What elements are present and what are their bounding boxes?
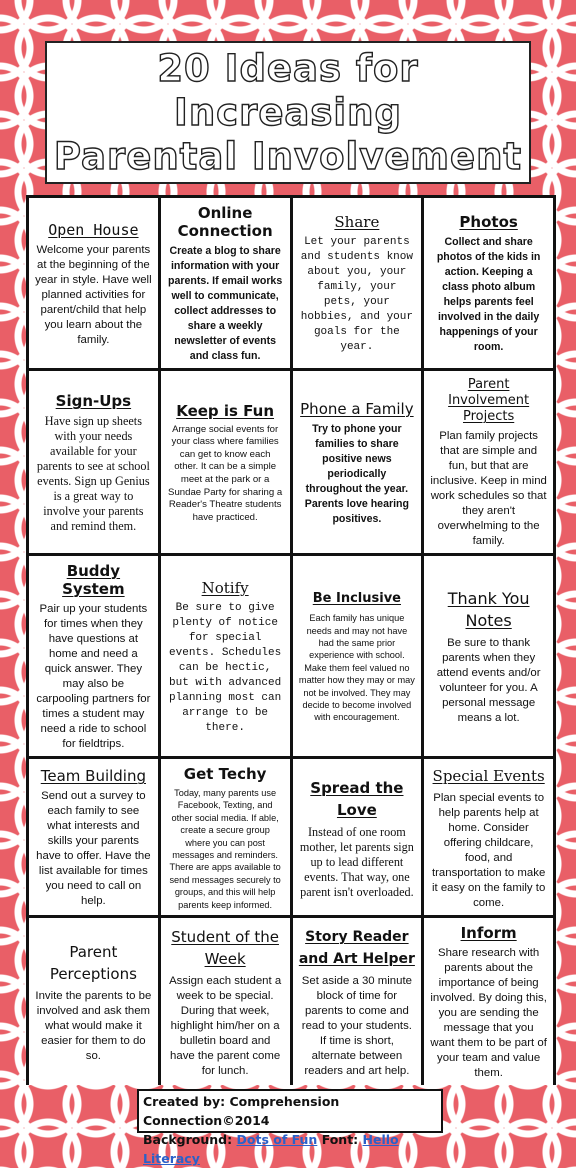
idea-text: Create a blog to share information with your parents. If email works well to communicate, collect addresses to share a weekly newsletter of events and class fun. xyxy=(168,245,283,362)
idea-title: Phone a Family xyxy=(300,399,414,418)
ideas-grid xyxy=(26,195,556,1085)
idea-title: Get Techy xyxy=(183,765,267,783)
title-banner xyxy=(45,41,531,184)
font-label: Font: xyxy=(321,1132,359,1147)
title-line-1: 20 Ideas for xyxy=(157,47,419,90)
idea-title: Notify xyxy=(201,578,249,597)
idea-card-be-inclusive xyxy=(293,556,422,756)
idea-title: Story Reader and Art Helper xyxy=(298,929,415,968)
idea-text: Send out a survey to each family to see what interests and skills your parents have to offer. Have the list available for times you need to call on help. xyxy=(36,790,151,908)
idea-title: Parent Perceptions xyxy=(49,943,137,984)
idea-text: Invite the parents to be involved and ask them what would make it easier for them to do so. xyxy=(35,990,152,1063)
idea-card-spread-the-love xyxy=(293,759,422,915)
idea-title: Keep is Fun xyxy=(176,401,275,420)
created-by-line xyxy=(143,1092,437,1130)
idea-card-parent-perceptions xyxy=(29,918,158,1085)
idea-text: Try to phone your families to share positive news periodically throughout the year. Parents love hearing positives. xyxy=(304,422,409,525)
credits-box xyxy=(137,1089,443,1166)
idea-text: Today, many parents use Facebook, Texting, and other social media. If able, create a secure group where you can post messages and reminders. There are apps available to send messages securely to groups, and this will help parents keep informed. xyxy=(169,788,281,910)
idea-title: Special Events xyxy=(432,767,545,786)
idea-card-phone-a-family xyxy=(293,371,422,553)
title-line-2: Increasing xyxy=(174,91,402,134)
idea-title: Inform xyxy=(460,924,517,943)
idea-card-story-reader xyxy=(293,918,422,1085)
idea-title: Student of the Week xyxy=(171,928,279,969)
idea-text: Instead of one room mother, let parents sign up to lead different events. That way, one parent isn't overloaded. xyxy=(299,824,414,899)
idea-title: Team Building xyxy=(40,767,146,786)
idea-text: Collect and share photos of the kids in action. Keeping a class photo album helps parents feel involved in the daily happenings of your room. xyxy=(436,236,541,353)
idea-text: Arrange social events for your class where families can get to know each other. It can be a simple meet at the park or a Sundae Party for sharing a Reader's Theatre students have practiced. xyxy=(168,423,283,523)
idea-text: Be sure to thank parents when they attend events and/or volunteer for you. A personal message means a lot. xyxy=(436,637,541,724)
idea-text: Each family has unique needs and may not have had the same prior experience with school. Make them feel valued no matter how they may or may not be involved. They may decide to become involved with encouragement. xyxy=(298,613,415,723)
idea-text: Assign each student a week to be special. During that week, highlight him/her on a bulletin board and have the parent come for lunch. xyxy=(169,975,282,1078)
created-by-value: Comprehension Connection©2014 xyxy=(143,1094,340,1128)
font-link[interactable]: Hello Literacy xyxy=(143,1132,399,1166)
created-by-label: Created by: xyxy=(143,1094,226,1109)
idea-title: Buddy System xyxy=(62,562,125,598)
idea-card-sign-ups xyxy=(29,371,158,553)
idea-text: Pair up your students for times when they have questions at home and need a quick answer. They may also be carpooling partners for times a student may need a ride to school for fieldtrips. xyxy=(36,603,151,750)
idea-title: Spread the Love xyxy=(310,778,404,819)
idea-title: Share xyxy=(334,213,380,231)
idea-card-inform xyxy=(424,918,553,1085)
idea-title: Sign-Ups xyxy=(55,392,132,410)
idea-card-keep-is-fun xyxy=(161,371,290,553)
idea-card-thank-you-notes xyxy=(424,556,553,756)
background-font-line xyxy=(143,1130,437,1168)
idea-card-open-house xyxy=(29,198,158,368)
idea-card-photos xyxy=(424,198,553,368)
title-line-3: Parental Involvement xyxy=(53,135,523,178)
idea-title: Open House xyxy=(48,220,139,239)
idea-text: Set aside a 30 minute block of time for parents to come and read to your students. If time is short, alternate between readers and art help. xyxy=(301,975,412,1078)
idea-text: Have sign up sheets with your needs available for your parents to see at school events. Sign up Genius is a great way to involve your parents and remind them. xyxy=(36,414,150,533)
idea-card-online-connection xyxy=(161,198,290,368)
idea-text: Let your parents and students know about you, your family, your pets, your hobbies, and your goals for the year. xyxy=(300,236,413,353)
idea-title: Be Inclusive xyxy=(312,591,401,607)
idea-card-notify xyxy=(161,556,290,756)
idea-text: Plan special events to help parents help at home. Consider offering childcare, food, and transportation to make it easy on the family to come. xyxy=(431,792,546,910)
background-label: Background: xyxy=(143,1132,233,1147)
idea-title: Parent Involvement Projects xyxy=(448,377,530,424)
idea-card-special-events xyxy=(424,759,553,915)
idea-text: Be sure to give plenty of notice for special events. Schedules can be hectic, but with advanced planning most can arrange to be there. xyxy=(169,601,282,734)
idea-card-student-of-the-week xyxy=(161,918,290,1085)
idea-card-get-techy xyxy=(161,759,290,915)
idea-text: Plan family projects that are simple and fun, but that are inclusive. Keep in mind work schedules so that they aren't overwhelming to the family. xyxy=(430,430,547,547)
idea-text: Welcome your parents at the beginning of the year in style. Have well planned activities for parent/child that help you learn about the family. xyxy=(35,243,152,346)
background-link[interactable]: Dots of Fun xyxy=(236,1132,318,1147)
idea-card-buddy-system xyxy=(29,556,158,756)
idea-title: Online Connection xyxy=(177,204,273,240)
idea-card-share xyxy=(293,198,422,368)
idea-title: Photos xyxy=(459,213,518,231)
idea-title: Thank You Notes xyxy=(447,589,530,630)
idea-card-team-building xyxy=(29,759,158,915)
idea-card-parent-involvement-projects xyxy=(424,371,553,553)
idea-text: Share research with parents about the importance of being involved. By doing this, you are sending the message that you want them to be part of your team and value them. xyxy=(430,947,547,1080)
